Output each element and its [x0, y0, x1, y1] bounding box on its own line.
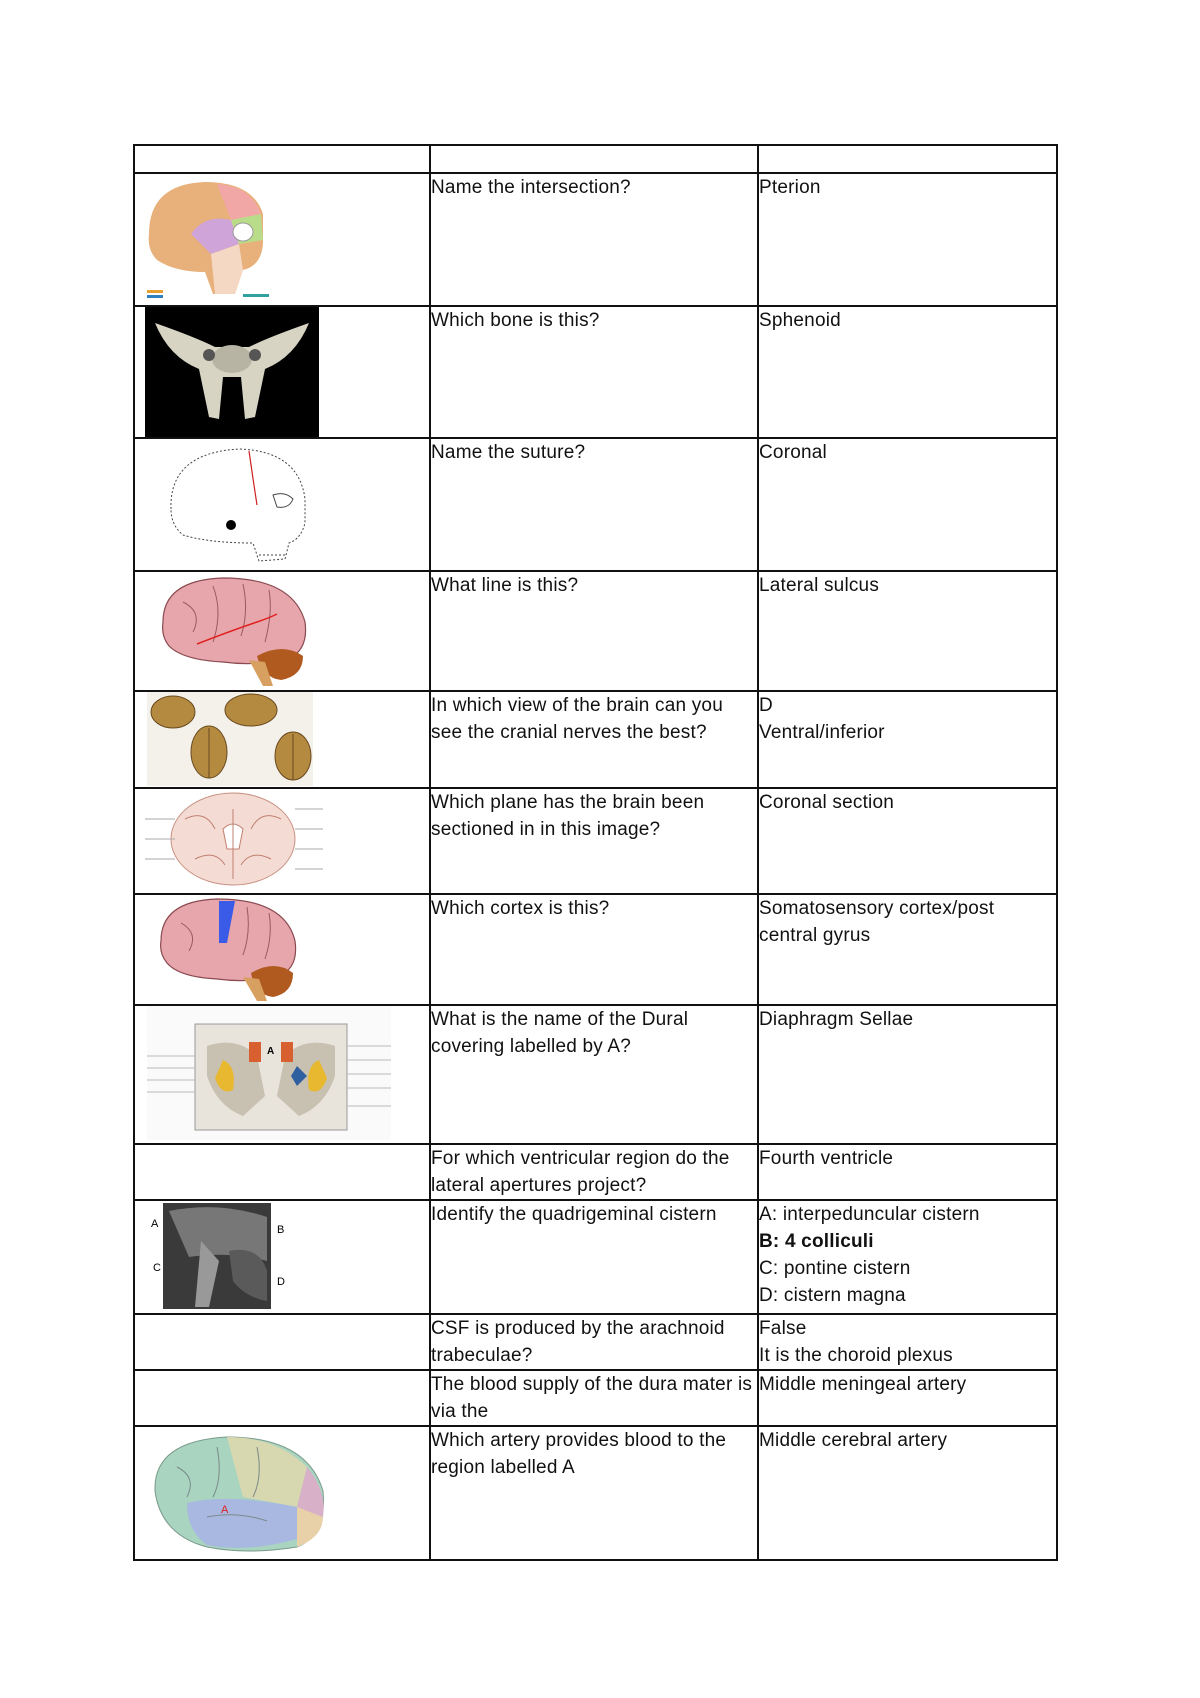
- dural-label-a: A: [267, 1046, 275, 1057]
- image-cell: [134, 1144, 430, 1200]
- image-cell: [134, 894, 430, 1005]
- table-row: [134, 894, 1057, 1005]
- table-row: [134, 438, 1057, 571]
- table-row: [134, 173, 1057, 306]
- image-cell: [134, 1200, 430, 1314]
- sphenoid-bone-image: [135, 307, 429, 437]
- answer-item: D: cistern magna: [759, 1285, 906, 1306]
- mri-label-a: A: [151, 1218, 159, 1230]
- answer-text: Fourth ventricle: [759, 1148, 894, 1169]
- mri-label-c: C: [153, 1262, 162, 1274]
- question-cell: What is the name of the Dural covering labelled by A?: [430, 1005, 758, 1144]
- answer-cell: [758, 438, 1057, 571]
- answer-cell: [758, 1200, 1057, 1314]
- answer-cell: [758, 691, 1057, 788]
- answer-text: Diaphragm Sellae: [759, 1009, 914, 1030]
- table-row: [134, 571, 1057, 691]
- dural-diagram-image: [135, 1006, 429, 1140]
- question-cell: Identify the quadrigeminal cistern: [430, 1200, 758, 1314]
- table-row: [134, 691, 1057, 788]
- header-row: [134, 145, 1057, 173]
- table-row: [134, 788, 1057, 894]
- brain-views-grid-image: [135, 692, 429, 786]
- answer-cell: [758, 1426, 1057, 1560]
- answer-text: Pterion: [759, 177, 821, 198]
- header-cell-answer: [758, 145, 1057, 173]
- table-row: [134, 1314, 1057, 1370]
- image-cell: [134, 438, 430, 571]
- image-cell: [134, 306, 430, 438]
- question-cell: Which artery provides blood to the region labelled A: [430, 1426, 758, 1560]
- brain-coronal-section-image: [135, 789, 429, 891]
- answer-cell: [758, 173, 1057, 306]
- mri-label-b: B: [277, 1224, 285, 1236]
- image-cell: [134, 571, 430, 691]
- skull-line-drawing-image: [135, 439, 429, 567]
- answer-item: A: interpeduncular cistern: [759, 1204, 980, 1225]
- answer-text: Coronal section: [759, 792, 895, 813]
- answer-text: False: [759, 1318, 807, 1339]
- question-cell: What line is this?: [430, 571, 758, 691]
- answer-text: Ventral/inferior: [759, 722, 885, 743]
- question-cell: Name the intersection?: [430, 173, 758, 306]
- answer-cell: [758, 1144, 1057, 1200]
- question-cell: Which plane has the brain been sectioned in in this image?: [430, 788, 758, 894]
- header-cell-question: [430, 145, 758, 173]
- lobes-label-a: A: [221, 1504, 229, 1516]
- image-cell: [134, 788, 430, 894]
- image-cell: [134, 1426, 430, 1560]
- table-row: [134, 1370, 1057, 1426]
- question-cell: Name the suture?: [430, 438, 758, 571]
- answer-cell: [758, 306, 1057, 438]
- question-cell: Which cortex is this?: [430, 894, 758, 1005]
- answer-cell: [758, 788, 1057, 894]
- answer-text: Lateral sulcus: [759, 575, 880, 596]
- answer-cell: [758, 1370, 1057, 1426]
- table-row: [134, 1005, 1057, 1144]
- answer-text: D: [759, 695, 773, 716]
- answer-text: Coronal: [759, 442, 827, 463]
- brain-cortex-highlight-image: [135, 895, 429, 1003]
- answer-cell: [758, 1314, 1057, 1370]
- brain-lateral-sulcus-image: [135, 572, 429, 688]
- mri-label-d: D: [277, 1276, 286, 1288]
- answer-cell: [758, 571, 1057, 691]
- answer-text: Middle cerebral artery: [759, 1430, 948, 1451]
- image-cell: [134, 1314, 430, 1370]
- table-row: [134, 306, 1057, 438]
- answer-text: Sphenoid: [759, 310, 841, 331]
- image-cell: [134, 1005, 430, 1144]
- question-cell: Which bone is this?: [430, 306, 758, 438]
- question-cell: In which view of the brain can you see the cranial nerves the best?: [430, 691, 758, 788]
- quiz-table: [133, 144, 1058, 1561]
- image-cell: [134, 691, 430, 788]
- question-cell: For which ventricular region do the lateral apertures project?: [430, 1144, 758, 1200]
- skull-lateral-colored-image: [135, 174, 429, 302]
- table-row: [134, 1144, 1057, 1200]
- answer-cell: [758, 894, 1057, 1005]
- table-row: [134, 1426, 1057, 1560]
- question-cell: CSF is produced by the arachnoid trabeculae?: [430, 1314, 758, 1370]
- brain-lobes-colored-image: [135, 1427, 429, 1555]
- question-cell: The blood supply of the dura mater is via the: [430, 1370, 758, 1426]
- mri-sagittal-image: [135, 1201, 429, 1311]
- table-row: [134, 1200, 1057, 1314]
- answer-cell: [758, 1005, 1057, 1144]
- answer-item: C: pontine cistern: [759, 1258, 911, 1279]
- image-cell: [134, 173, 430, 306]
- answer-item: B: 4 colliculi: [759, 1231, 874, 1252]
- answer-text: It is the choroid plexus: [759, 1345, 953, 1366]
- header-cell-image: [134, 145, 430, 173]
- image-cell: [134, 1370, 430, 1426]
- answer-text: Somatosensory cortex/post central gyrus: [759, 898, 995, 946]
- answer-text: Middle meningeal artery: [759, 1374, 967, 1395]
